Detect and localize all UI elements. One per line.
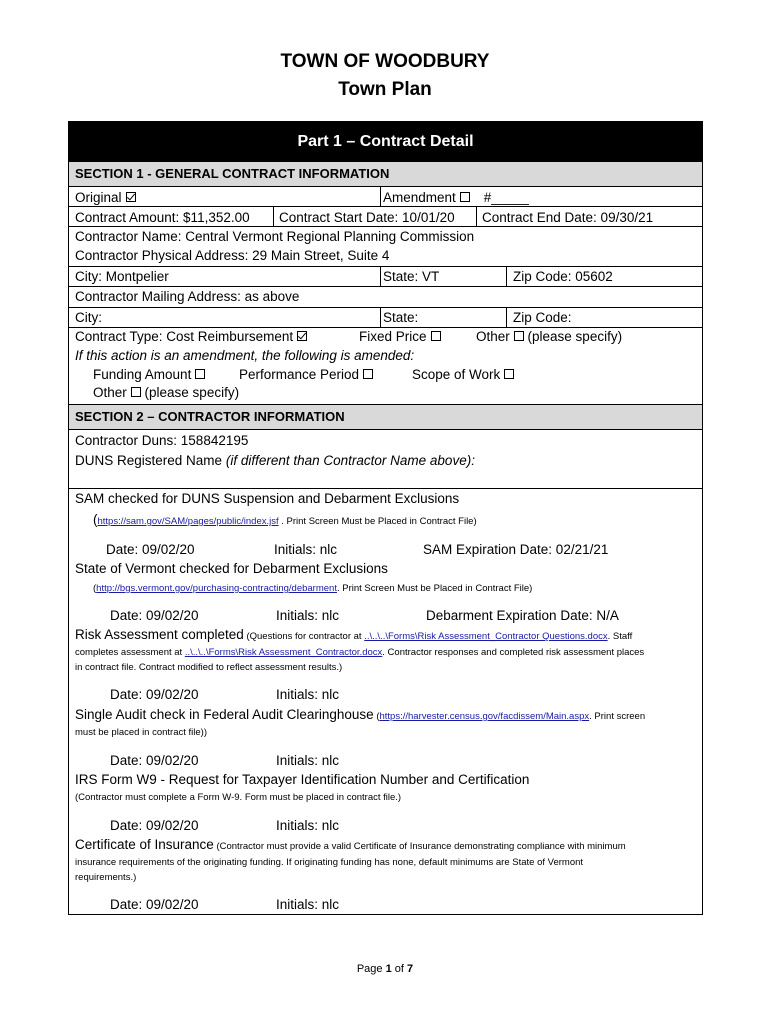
contract-start-date: Contract Start Date: 10/01/20 [279, 210, 455, 225]
single-audit [75, 706, 645, 726]
audit-date: Date: 09/02/20 [110, 753, 199, 768]
risk-initials: Initials: nlc [276, 687, 340, 702]
sam-open-paren: ( [93, 512, 98, 527]
audit-open-paren: ( [373, 711, 380, 722]
amendment-number: #_____ [483, 190, 529, 205]
original-checkbox[interactable] [126, 192, 136, 202]
irs-date: Date: 09/02/20 [110, 818, 199, 833]
page-total: 7 [407, 963, 414, 975]
cost-reimbursement-checkbox[interactable] [297, 331, 307, 341]
sam-link[interactable]: https://sam.gov/SAM/pages/public/index.jsf [97, 516, 279, 527]
scope-of-work-label: Scope of Work [412, 367, 501, 382]
sam-initials: Initials: nlc [274, 542, 338, 557]
coi-initials: Initials: nlc [276, 897, 340, 912]
contract-amount: Contract Amount: $11,352.00 [75, 210, 250, 225]
other-amended-option [93, 384, 239, 402]
other-type-note: (please specify) [527, 329, 623, 344]
irs-w9-note: (Contractor must complete a Form W-9. Form must be placed in contract file.) [75, 792, 402, 803]
duns-registered-name [75, 452, 475, 470]
amendment-checkbox[interactable] [460, 192, 470, 202]
page-of: of [391, 963, 408, 975]
divider [476, 206, 477, 226]
vt-initials: Initials: nlc [276, 608, 340, 623]
other-type-option [476, 328, 622, 346]
city-physical: City: Montpelier [75, 269, 169, 284]
other-type-checkbox[interactable] [514, 331, 524, 341]
risk-assessment-link[interactable]: ..\..\..\Forms\Risk Assessment_Contractor.docx [184, 647, 383, 658]
original-label: Original [75, 190, 122, 205]
audit-line2: must be placed in contract file)) [75, 727, 208, 738]
divider [506, 266, 507, 286]
risk-line2a: completes assessment at [75, 647, 185, 658]
contract-end-date: Contract End Date: 09/30/21 [482, 210, 654, 225]
vt-note: . Print Screen Must be Placed in Contract File) [336, 583, 533, 594]
section2-heading: SECTION 2 – CONTRACTOR INFORMATION [69, 405, 702, 429]
zip-physical: Zip Code: 05602 [513, 269, 613, 284]
performance-period-label: Performance Period [239, 367, 360, 382]
divider [69, 488, 702, 489]
contract-type [75, 328, 307, 346]
original-field [75, 189, 136, 207]
page-prefix: Page [356, 963, 386, 975]
divider [69, 429, 702, 430]
coi-date: Date: 09/02/20 [110, 897, 199, 912]
divider [69, 307, 702, 308]
sam-instructions [93, 511, 477, 531]
divider [69, 266, 702, 267]
vt-debarment-link[interactable]: http://bgs.vermont.gov/purchasing-contracting/debarment [96, 583, 337, 594]
risk-line3: in contract file. Contract modified to reflect assessment results.) [75, 662, 343, 673]
fixed-price-checkbox[interactable] [431, 331, 441, 341]
amendment-field [383, 189, 529, 207]
divider [69, 226, 702, 227]
sam-note: . Print Screen Must be Placed in Contract File) [278, 516, 477, 527]
risk-line2b: . Contractor responses and completed risk assessment places [382, 647, 645, 658]
divider [506, 307, 507, 327]
coi-line3: requirements.) [75, 872, 137, 883]
divider [69, 286, 702, 287]
vt-expiration: Debarment Expiration Date: N/A [426, 608, 619, 623]
other-amended-label: Other [93, 385, 127, 400]
duns-name-note: (if different than Contractor Name above): [225, 453, 475, 468]
contract-form [68, 121, 703, 915]
vt-date: Date: 09/02/20 [110, 608, 199, 623]
irs-w9-title: IRS Form W9 - Request for Taxpayer Identification Number and Certification [75, 772, 530, 787]
funding-amount-checkbox[interactable] [195, 369, 205, 379]
duns-name-label: DUNS Registered Name [75, 453, 223, 468]
risk-note2: . Staff [607, 631, 633, 642]
city-mailing: City: [75, 310, 102, 325]
mailing-address: Contractor Mailing Address: as above [75, 289, 300, 304]
state-mailing: State: [383, 310, 419, 325]
page-footer [0, 963, 770, 975]
risk-date: Date: 09/02/20 [110, 687, 199, 702]
contractor-duns: Contractor Duns: 158842195 [75, 433, 249, 448]
irs-initials: Initials: nlc [276, 818, 340, 833]
risk-title: Risk Assessment completed [75, 627, 244, 642]
document-title: TOWN OF WOODBURY [280, 51, 490, 72]
scope-of-work-checkbox[interactable] [504, 369, 514, 379]
performance-period-option [239, 366, 373, 384]
divider [69, 206, 702, 207]
amendment-label: Amendment [383, 190, 456, 205]
part-title: Part 1 – Contract Detail [69, 122, 702, 162]
contractor-name: Contractor Name: Central Vermont Regional Planning Commission [75, 229, 475, 244]
audit-link[interactable]: https://harvester.census.gov/facdissem/Main.aspx [379, 711, 590, 722]
state-physical: State: VT [383, 269, 440, 284]
amendment-note: If this action is an amendment, the following is amended: [75, 348, 415, 363]
performance-period-checkbox[interactable] [363, 369, 373, 379]
coi-line2: insurance requirements of the originating funding. If originating funding has none, default minimums are State of Vermont [75, 857, 584, 868]
section1-heading: SECTION 1 - GENERAL CONTRACT INFORMATION [69, 162, 702, 186]
divider [273, 206, 274, 226]
audit-title: Single Audit check in Federal Audit Clearinghouse [75, 707, 374, 722]
sam-date: Date: 09/02/20 [106, 542, 195, 557]
page-number: 1 [385, 963, 392, 975]
physical-address: Contractor Physical Address: 29 Main Street, Suite 4 [75, 248, 390, 263]
other-amended-note: (please specify) [144, 385, 240, 400]
document-subtitle: Town Plan [338, 79, 432, 100]
sam-title: SAM checked for DUNS Suspension and Debarment Exclusions [75, 491, 460, 506]
fixed-price-label: Fixed Price [359, 329, 427, 344]
audit-initials: Initials: nlc [276, 753, 340, 768]
divider [380, 307, 381, 327]
divider [69, 186, 702, 187]
other-type-label: Other [476, 329, 510, 344]
risk-note1: (Questions for contractor at [243, 631, 365, 642]
scope-of-work-option [412, 366, 514, 384]
funding-amount-label: Funding Amount [93, 367, 192, 382]
fixed-price-option [359, 328, 441, 346]
zip-mailing: Zip Code: [513, 310, 572, 325]
funding-amount-option [93, 366, 205, 384]
coi-title: Certificate of Insurance [75, 837, 214, 852]
cost-reimbursement-label: Contract Type: Cost Reimbursement [75, 329, 294, 344]
divider [380, 266, 381, 286]
coi-note: (Contractor must provide a valid Certificate of Insurance demonstrating compliance with minimum [213, 841, 626, 852]
sam-expiration: SAM Expiration Date: 02/21/21 [423, 542, 609, 557]
risk-questions-link[interactable]: ..\..\..\Forms\Risk Assessment_Contractor Questions.docx [364, 631, 608, 642]
certificate-of-insurance [75, 836, 626, 856]
vt-debarment-instructions [93, 578, 532, 598]
vt-debarment-title: State of Vermont checked for Debarment Exclusions [75, 561, 388, 576]
other-amended-checkbox[interactable] [131, 387, 141, 397]
audit-note: . Print screen [589, 711, 646, 722]
risk-assessment [75, 626, 632, 646]
vt-open-paren: ( [93, 583, 97, 594]
divider [380, 186, 381, 206]
